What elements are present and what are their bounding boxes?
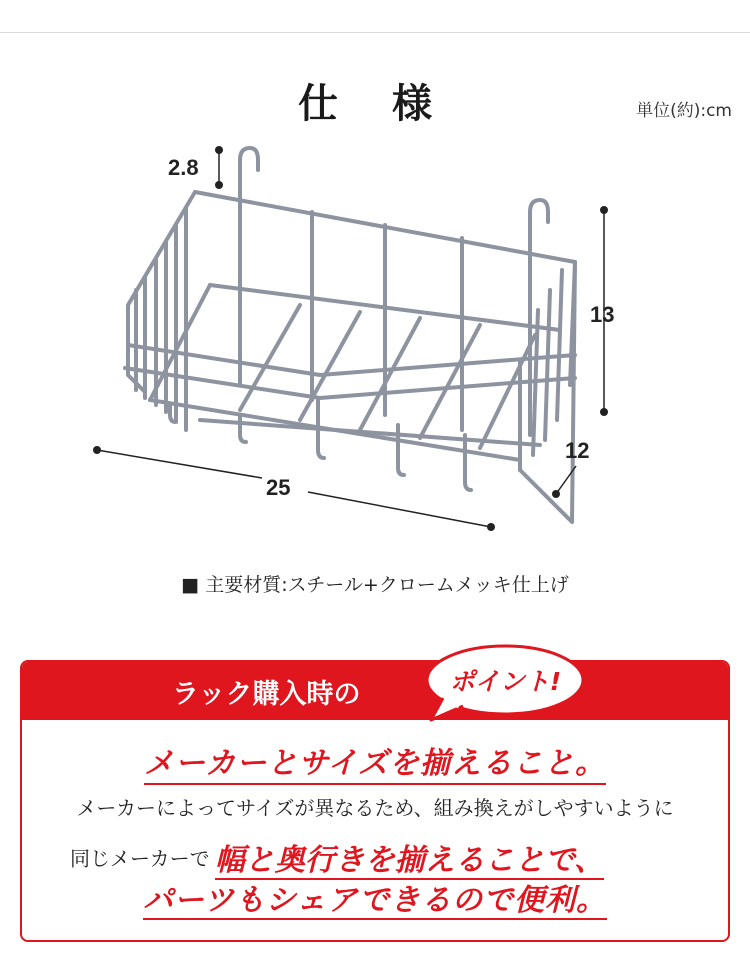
point-speech-bubble [423,640,588,724]
basket-diagram [0,130,750,550]
spec-title: 仕 様 [298,81,452,127]
unit-note: 単位(約):cm [636,101,732,121]
point-body-line-2-emphasis: 幅と奥行きを揃えることで、 [214,843,605,878]
height-dimension [590,206,614,416]
point-header-label: ラック購入時の [172,679,361,710]
point-body-line-1: メーカーによってサイズが異なるため、組み換えがしやすいように [76,796,674,820]
width-dimension-label: 25 [266,475,291,500]
material-note: ■ 主要材質:スチール+クロームメッキ仕上げ [181,574,569,596]
point-body-line-3-text: パーツもシェアできるので便利。 [142,883,608,918]
hook-dimension [168,146,223,189]
depth-dimension-label: 12 [565,438,590,463]
width-dimension [93,446,495,531]
top-divider [0,32,750,33]
point-body-line-2 [70,835,604,879]
point-body-line-3 [0,875,750,919]
point-headline-text: メーカーとサイズを揃えること。 [144,746,606,785]
point-header-bar [22,662,728,720]
hook-dimension-label: 2.8 [168,155,199,180]
point-bubble-label: ポイント! [449,667,562,696]
height-dimension-label: 13 [590,302,615,327]
point-body-line-2-plain: 同じメーカーで [70,846,210,871]
point-headline [0,738,750,782]
